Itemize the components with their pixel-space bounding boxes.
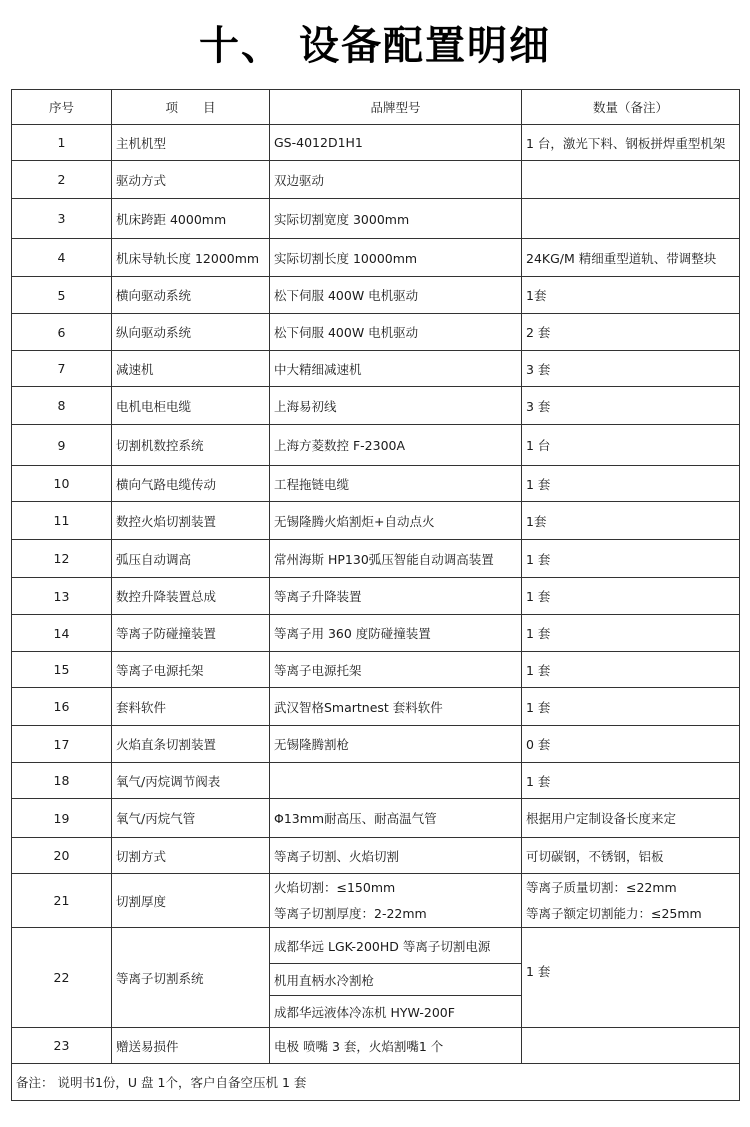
- row-brand: 无锡隆腾火焰割炬+自动点火: [270, 502, 522, 540]
- row-no: 19: [12, 799, 112, 838]
- row-qty: 1 套: [522, 615, 740, 652]
- row-item: 数控升降装置总成: [112, 578, 270, 615]
- table-row: [12, 387, 740, 425]
- row-qty: 24KG/M 精细重型道轨、带调整块: [522, 239, 740, 277]
- row-qty-line: 等离子额定切割能力：≤25mm: [526, 905, 702, 921]
- row-no: 13: [12, 578, 112, 615]
- table-row: [12, 838, 740, 874]
- row-brand: 成都华远 LGK-200HD 等离子切割电源: [270, 928, 522, 964]
- header-item: 项 目: [112, 90, 270, 125]
- row-item: 赠送易损件: [112, 1028, 270, 1064]
- row-brand: 成都华远液体冷冻机 HYW-200F: [270, 996, 522, 1028]
- row-no: 16: [12, 688, 112, 726]
- table-row: [12, 874, 740, 928]
- row-brand: 实际切割长度 10000mm: [270, 239, 522, 277]
- table-row: [12, 799, 740, 838]
- row-item: 机床跨距 4000mm: [112, 199, 270, 239]
- row-no: 11: [12, 502, 112, 540]
- row-brand: Φ13mm耐高压、耐高温气管: [270, 799, 522, 838]
- row-brand: 武汉智格Smartnest 套料软件: [270, 688, 522, 726]
- row-item: 横向气路电缆传动: [112, 466, 270, 502]
- header-brand: 品牌型号: [270, 90, 522, 125]
- row-brand: 等离子切割、火焰切割: [270, 838, 522, 874]
- table-body-tail: [12, 874, 740, 1101]
- header-no: 序号: [12, 90, 112, 125]
- row-brand: 机用直柄水冷割枪: [270, 964, 522, 996]
- row-no: 1: [12, 125, 112, 161]
- table-row: [12, 578, 740, 615]
- row-no: 5: [12, 277, 112, 314]
- row-brand: 双边驱动: [270, 161, 522, 199]
- row-item: 横向驱动系统: [112, 277, 270, 314]
- row-brand: 常州海斯 HP130弧压智能自动调高装置: [270, 540, 522, 578]
- table-row: [12, 502, 740, 540]
- table-row: [12, 615, 740, 652]
- table-row: [12, 239, 740, 277]
- row-qty: [522, 161, 740, 199]
- row-qty: 0 套: [522, 726, 740, 763]
- remark-text: 备注： 说明书1份，U 盘 1个，客户自备空压机 1 套: [12, 1064, 740, 1101]
- row-qty: 1 套: [522, 466, 740, 502]
- row-no: 17: [12, 726, 112, 763]
- row-item: 氧气/丙烷气管: [112, 799, 270, 838]
- row-qty: 1套: [522, 502, 740, 540]
- row-item: 电机电柜电缆: [112, 387, 270, 425]
- table-body: [12, 125, 740, 874]
- table-row: [12, 652, 740, 688]
- row-no: 15: [12, 652, 112, 688]
- table-row: [12, 763, 740, 799]
- equipment-config-table: [11, 89, 740, 1101]
- row-qty: [522, 1028, 740, 1064]
- row-brand: 上海易初线: [270, 387, 522, 425]
- row-item: 机床导轨长度 12000mm: [112, 239, 270, 277]
- row-item: 数控火焰切割装置: [112, 502, 270, 540]
- table-row: [12, 425, 740, 466]
- row-brand: 中大精细减速机: [270, 351, 522, 387]
- row-qty: 1 套: [522, 763, 740, 799]
- row-qty: 1 套: [522, 540, 740, 578]
- row-qty: 1 套: [522, 928, 740, 1028]
- table-row: [12, 277, 740, 314]
- row-item: 氧气/丙烷调节阀表: [112, 763, 270, 799]
- table-row: [12, 726, 740, 763]
- row-item: 纵向驱动系统: [112, 314, 270, 351]
- row-brand: 电极 喷嘴 3 套，火焰割嘴1 个: [270, 1028, 522, 1064]
- row-brand: 松下伺服 400W 电机驱动: [270, 277, 522, 314]
- row-brand: [270, 874, 522, 928]
- table-header-row: [12, 90, 740, 125]
- row-no: 21: [12, 874, 112, 928]
- row-item: 减速机: [112, 351, 270, 387]
- row-qty: 3 套: [522, 351, 740, 387]
- table-row: [12, 199, 740, 239]
- table-row: [12, 688, 740, 726]
- row-item: 弧压自动调高: [112, 540, 270, 578]
- table-row: [12, 161, 740, 199]
- page-title: 十、 设备配置明细: [199, 23, 551, 69]
- row-qty: [522, 874, 740, 928]
- table-row: [12, 928, 740, 964]
- row-no: 20: [12, 838, 112, 874]
- row-no: 23: [12, 1028, 112, 1064]
- row-brand: 等离子升降装置: [270, 578, 522, 615]
- row-item: 切割机数控系统: [112, 425, 270, 466]
- row-item: 切割方式: [112, 838, 270, 874]
- row-brand: 松下伺服 400W 电机驱动: [270, 314, 522, 351]
- row-brand-line: 等离子切割厚度：2-22mm: [274, 905, 427, 921]
- row-no: 14: [12, 615, 112, 652]
- row-brand: 上海方菱数控 F-2300A: [270, 425, 522, 466]
- row-no: 8: [12, 387, 112, 425]
- row-qty-line: 等离子质量切割：≤22mm: [526, 879, 677, 895]
- row-item: 驱动方式: [112, 161, 270, 199]
- row-item: 等离子电源托架: [112, 652, 270, 688]
- table-row: [12, 314, 740, 351]
- row-brand: 等离子用 360 度防碰撞装置: [270, 615, 522, 652]
- row-no: 22: [12, 928, 112, 1028]
- row-brand: [270, 763, 522, 799]
- row-no: 3: [12, 199, 112, 239]
- row-brand: 实际切割宽度 3000mm: [270, 199, 522, 239]
- row-qty: 1 台: [522, 425, 740, 466]
- row-no: 6: [12, 314, 112, 351]
- row-item: 火焰直条切割装置: [112, 726, 270, 763]
- table-row: [12, 351, 740, 387]
- table-row: [12, 540, 740, 578]
- row-no: 10: [12, 466, 112, 502]
- row-item: 等离子切割系统: [112, 928, 270, 1028]
- row-qty: 根据用户定制设备长度来定: [522, 799, 740, 838]
- row-qty: 3 套: [522, 387, 740, 425]
- row-no: 12: [12, 540, 112, 578]
- header-qty: 数量（备注）: [522, 90, 740, 125]
- row-qty: 可切碳钢，不锈钢，铝板: [522, 838, 740, 874]
- row-qty: 1 套: [522, 652, 740, 688]
- row-no: 9: [12, 425, 112, 466]
- row-item: 切割厚度: [112, 874, 270, 928]
- row-brand: 等离子电源托架: [270, 652, 522, 688]
- row-item: 套料软件: [112, 688, 270, 726]
- row-qty: 2 套: [522, 314, 740, 351]
- row-brand: 无锡隆腾割枪: [270, 726, 522, 763]
- row-qty: [522, 199, 740, 239]
- remark-row: [12, 1064, 740, 1101]
- row-item: 等离子防碰撞装置: [112, 615, 270, 652]
- row-qty: 1 套: [522, 688, 740, 726]
- row-no: 18: [12, 763, 112, 799]
- row-no: 2: [12, 161, 112, 199]
- table-row: [12, 1028, 740, 1064]
- row-brand: GS-4012D1H1: [270, 125, 522, 161]
- row-brand: 工程拖链电缆: [270, 466, 522, 502]
- table-row: [12, 125, 740, 161]
- table-row: [12, 466, 740, 502]
- row-no: 7: [12, 351, 112, 387]
- row-qty: 1 套: [522, 578, 740, 615]
- row-item: 主机机型: [112, 125, 270, 161]
- row-no: 4: [12, 239, 112, 277]
- row-qty: 1 台，激光下料、钢板拼焊重型机架: [522, 125, 740, 161]
- row-brand-line: 火焰切割：≤150mm: [274, 879, 396, 895]
- row-qty: 1套: [522, 277, 740, 314]
